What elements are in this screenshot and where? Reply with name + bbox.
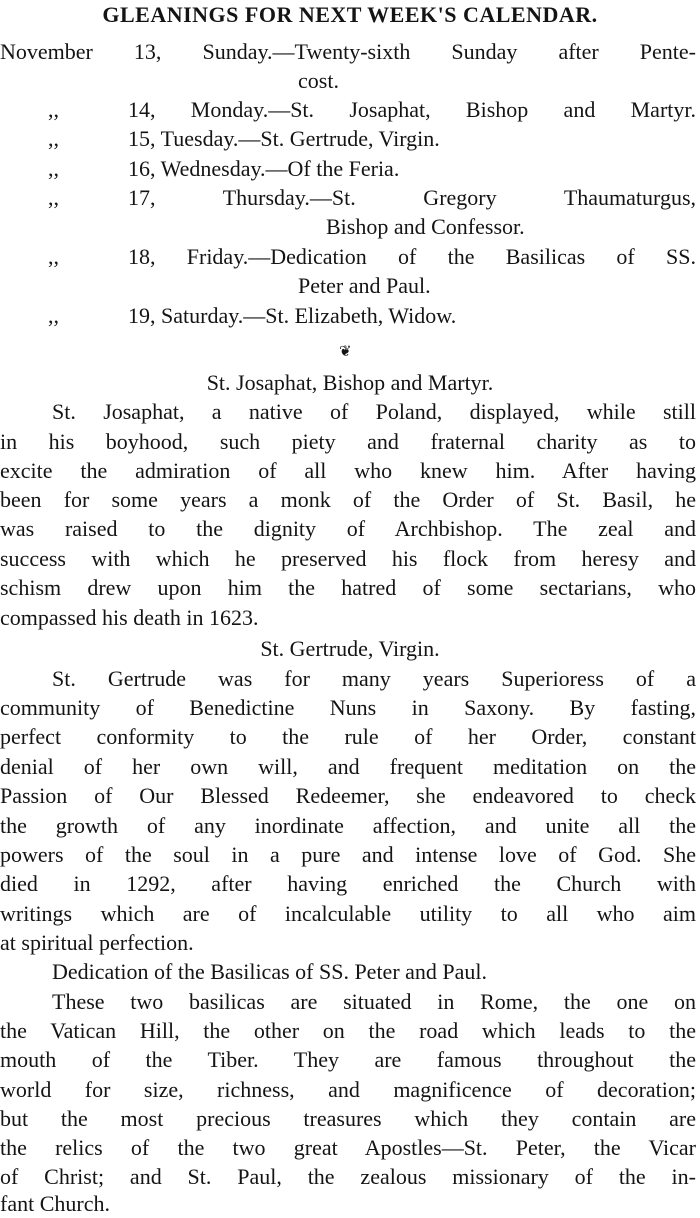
text-line: died in 1292, after having enriched the Church with — [0, 871, 696, 896]
calendar-entry-text: November 13, Sunday.—Twenty-sixth Sunday after Pente- — [0, 39, 696, 64]
text-line: the Vatican Hill, the other on the road which leads to the — [0, 1018, 696, 1043]
calendar-entry-cont-text: Peter and Paul. — [298, 273, 431, 298]
text-line: the growth of any inordinate affection, and unite all the — [0, 813, 696, 838]
calendar-entry — [0, 124, 700, 153]
calendar-entry-text: 17, Thursday.—St. Gregory Thaumaturgus, — [128, 185, 696, 210]
text-line: success with which he preserved his flock from heresy and — [0, 546, 696, 571]
section-title: Dedication of the Basilicas of SS. Peter and Paul. — [52, 959, 488, 984]
text-line: excite the admiration of all who knew him. After having — [0, 458, 696, 483]
text-line: writings which are of incalculable utility to all who aim — [0, 901, 696, 926]
calendar-entry — [0, 37, 700, 66]
text-line: was raised to the dignity of Archbishop. The zeal and — [0, 516, 696, 541]
ornament-icon: ❦ — [339, 344, 352, 360]
text-line: but the most precious treasures which they contain are — [0, 1106, 696, 1131]
calendar-entry — [0, 95, 700, 124]
calendar-entry-continuation — [0, 66, 700, 95]
text-line: world for size, richness, and magnificence of decoration; — [0, 1077, 696, 1102]
ditto-mark: ,, — [48, 185, 59, 210]
text-line: in his boyhood, such piety and fraternal charity as to — [0, 429, 696, 454]
calendar-entry-text: 16, Wednesday.—Of the Feria. — [128, 156, 400, 181]
ditto-mark: ,, — [48, 156, 59, 181]
calendar-entry-text: 18, Friday.—Dedication of the Basilicas of SS. — [128, 244, 696, 269]
text-line: schism drew upon him the hatred of some sectarians, who — [0, 575, 696, 600]
text-line: St. Josaphat, a native of Poland, displayed, while still — [52, 399, 696, 424]
calendar-entry — [0, 154, 700, 183]
text-line: These two basilicas are situated in Rome, the one on — [52, 989, 696, 1014]
text-line: denial of her own will, and frequent meditation on the — [0, 754, 696, 779]
calendar-entry — [0, 301, 700, 330]
text-line: perfect conformity to the rule of her Order, constant — [0, 724, 696, 749]
text-line: fant Church. — [0, 1191, 110, 1216]
ditto-mark: ,, — [48, 97, 59, 122]
section-title: St. Gertrude, Virgin. — [260, 636, 440, 661]
text-line: the relics of the two great Apostles—St. Peter, the Vicar — [0, 1135, 696, 1160]
text-line: Passion of Our Blessed Redeemer, she endeavored to check — [0, 783, 696, 808]
section-title: St. Josaphat, Bishop and Martyr. — [206, 370, 494, 395]
ditto-mark: ,, — [48, 244, 59, 269]
calendar-entry-continuation — [0, 271, 700, 300]
page-heading: GLEANINGS FOR NEXT WEEK'S CALENDAR. — [102, 2, 598, 27]
calendar-entry-text: 19, Saturday.—St. Elizabeth, Widow. — [128, 303, 457, 328]
calendar-entry-text: 14, Monday.—St. Josaphat, Bishop and Martyr. — [128, 97, 696, 122]
ditto-mark: ,, — [48, 126, 59, 151]
text-line: been for some years a monk of the Order of St. Basil, he — [0, 487, 696, 512]
text-line: community of Benedictine Nuns in Saxony. By fasting, — [0, 695, 696, 720]
calendar-entry-cont-text: Bishop and Confessor. — [326, 214, 525, 239]
text-line: of Christ; and St. Paul, the zealous missionary of the in- — [0, 1164, 696, 1189]
text-line: mouth of the Tiber. They are famous throughout the — [0, 1047, 696, 1072]
text-line: compassed his death in 1623. — [0, 605, 259, 630]
calendar-entry — [0, 242, 700, 271]
ditto-mark: ,, — [48, 303, 59, 328]
text-line: St. Gertrude was for many years Superioress of a — [52, 666, 696, 691]
calendar-entry-cont-text: cost. — [298, 68, 339, 93]
calendar-entry — [0, 183, 700, 212]
calendar-entry-continuation — [0, 212, 700, 241]
calendar-entry-text: 15, Tuesday.—St. Gertrude, Virgin. — [128, 126, 440, 151]
text-line: at spiritual perfection. — [0, 930, 194, 955]
text-line: powers of the soul in a pure and intense love of God. She — [0, 842, 696, 867]
